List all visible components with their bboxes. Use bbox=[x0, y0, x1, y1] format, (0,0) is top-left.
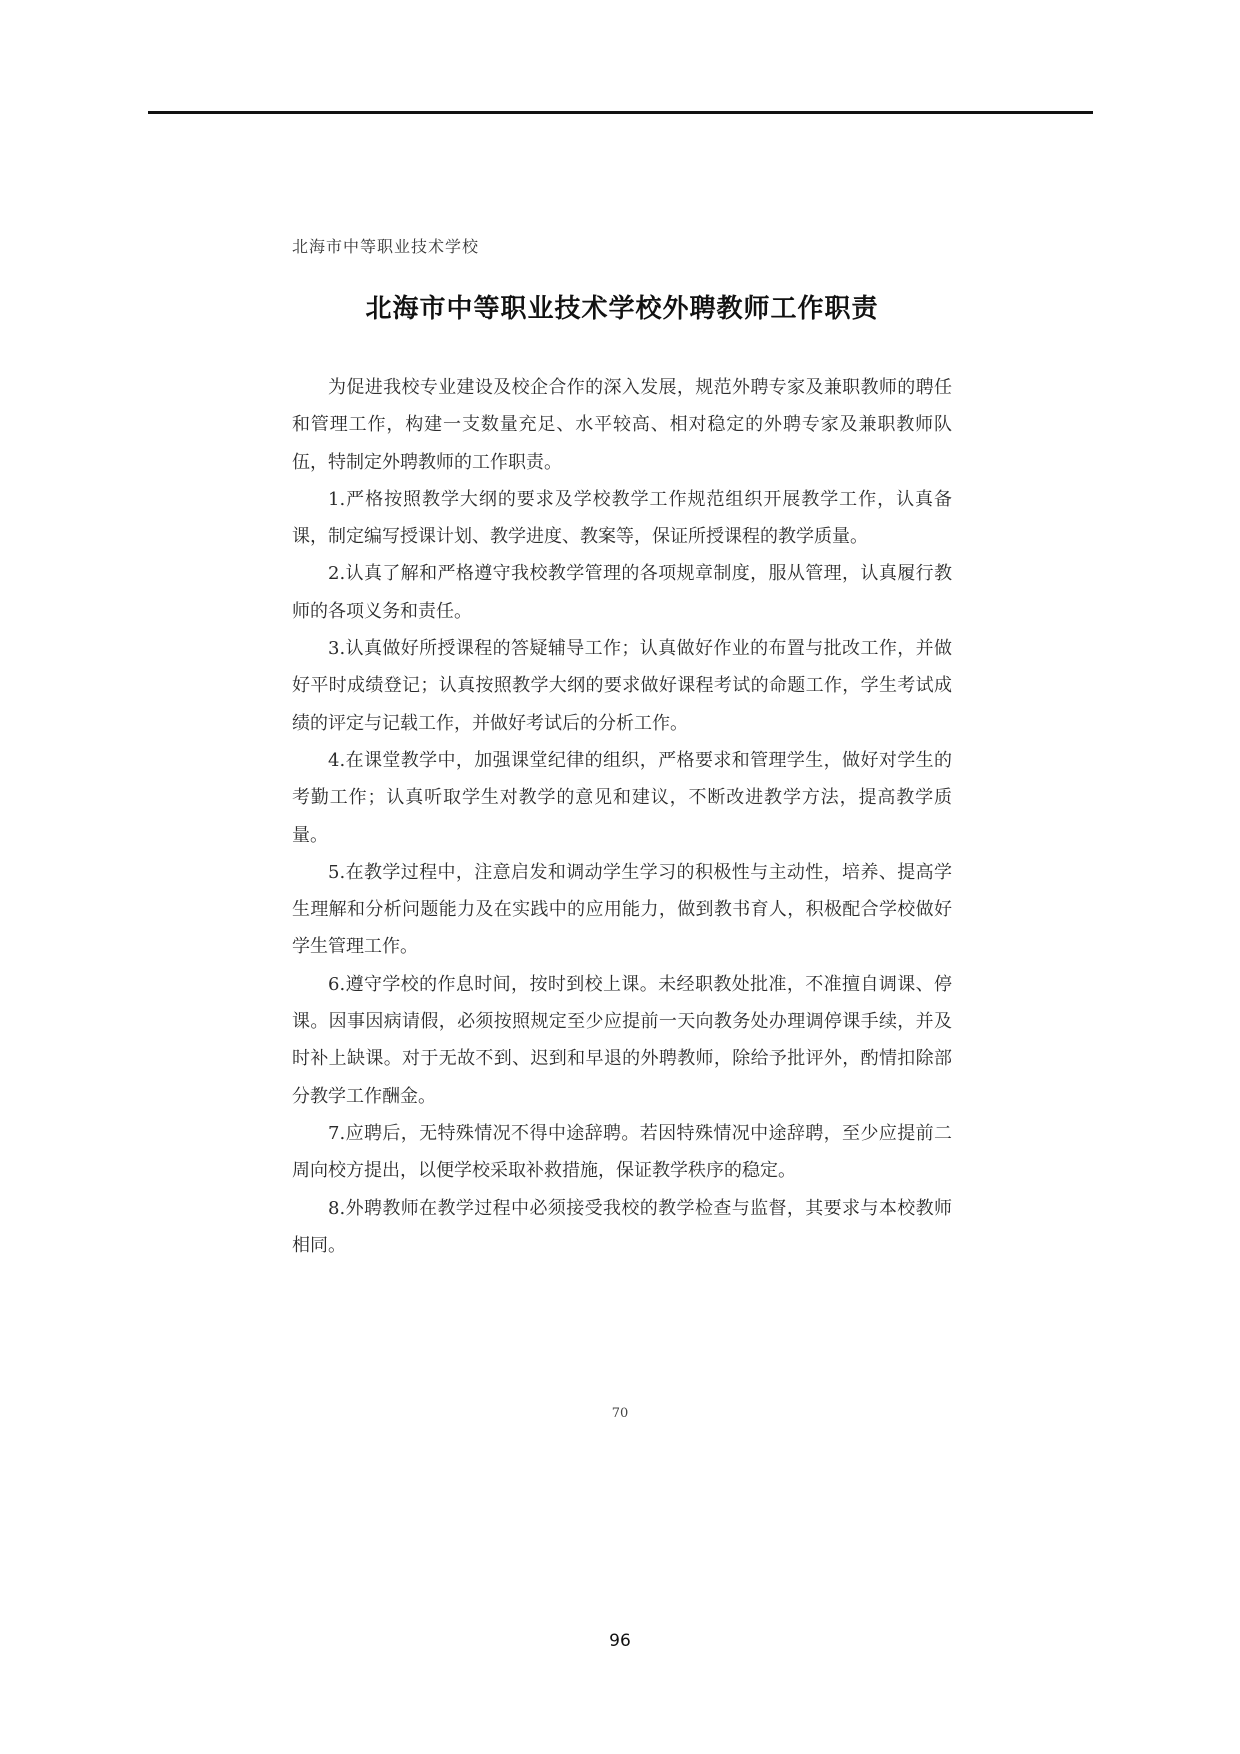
document-body bbox=[292, 369, 952, 1264]
school-header: 北海市中等职业技术学校 bbox=[292, 237, 480, 256]
duty-item-2: 2.认真了解和严格遵守我校教学管理的各项规章制度，服从管理，认真履行教师的各项义务和责任。 bbox=[292, 563, 952, 622]
duty-item-5: 5.在教学过程中，注意启发和调动学生学习的积极性与主动性，培养、提高学生理解和分析问题能力及在实践中的应用能力，做到教书育人，积极配合学校做好学生管理工作。 bbox=[292, 861, 952, 958]
document-title: 北海市中等职业技术学校外聘教师工作职责 bbox=[365, 294, 879, 324]
inner-page-number: 70 bbox=[611, 1406, 629, 1421]
page-number: 96 bbox=[609, 1631, 631, 1651]
duty-item-4: 4.在课堂教学中，加强课堂纪律的组织，严格要求和管理学生，做好对学生的考勤工作；认真听取学生对教学的意见和建议，不断改进教学方法，提高教学质量。 bbox=[292, 749, 952, 846]
duty-item-8: 8.外聘教师在教学过程中必须接受我校的教学检查与监督，其要求与本校教师相同。 bbox=[292, 1197, 952, 1256]
intro-paragraph: 为促进我校专业建设及校企合作的深入发展，规范外聘专家及兼职教师的聘任和管理工作，构建一支数量充足、水平较高、相对稳定的外聘专家及兼职教师队伍，特制定外聘教师的工作职责。 bbox=[292, 377, 952, 473]
header-rule bbox=[148, 111, 1093, 114]
duty-item-7: 7.应聘后，无特殊情况不得中途辞聘。若因特殊情况中途辞聘，至少应提前二周向校方提出，以便学校采取补救措施，保证教学秩序的稳定。 bbox=[292, 1122, 952, 1182]
duty-item-3: 3.认真做好所授课程的答疑辅导工作；认真做好作业的布置与批改工作，并做好平时成绩登记；认真按照教学大纲的要求做好课程考试的命题工作，学生考试成绩的评定与记载工作，并做好考试后的分析工作。 bbox=[292, 638, 952, 734]
duty-item-6: 6.遵守学校的作息时间，按时到校上课。未经职教处批准，不准擅自调课、停课。因事因病请假，必须按照规定至少应提前一天向教务处办理调停课手续，并及时补上缺课。对于无故不到、迟到和早退的外聘教师，除给予批评外，酌情扣除部分教学工作酬金。 bbox=[292, 973, 952, 1107]
duty-item-1: 1.严格按照教学大纲的要求及学校教学工作规范组织开展教学工作，认真备课，制定编写授课计划、教学进度、教案等，保证所授课程的教学质量。 bbox=[292, 488, 952, 548]
